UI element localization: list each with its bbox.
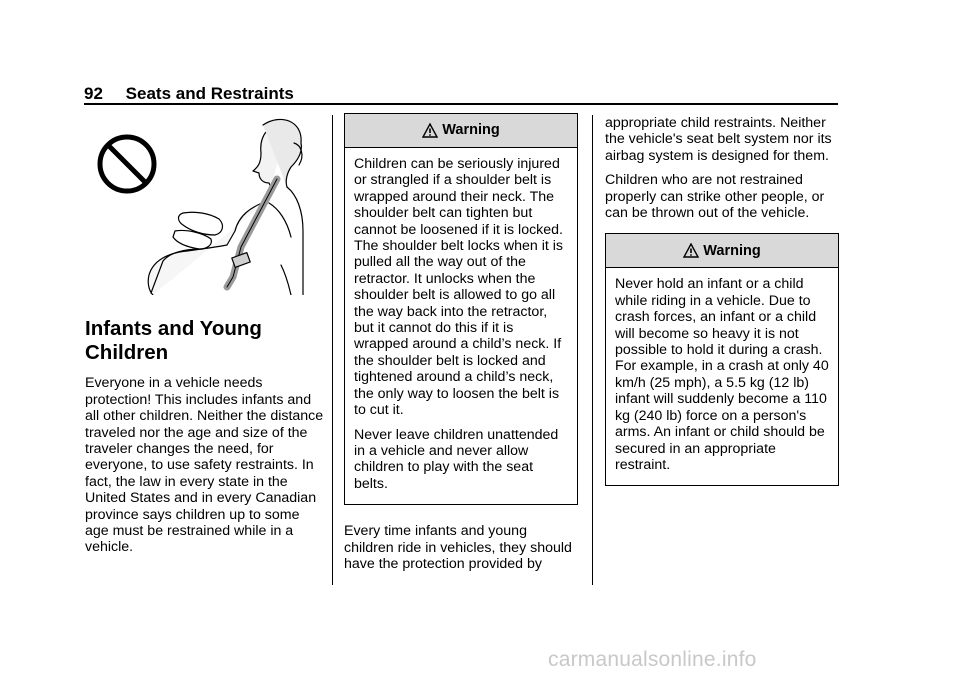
column-2 (344, 115, 580, 580)
page-number: 92 (84, 84, 103, 103)
warning-text: Never leave children unattended in a vehicle and never allow children to play with the seat belts. (354, 426, 559, 492)
child-seatbelt-illustration (91, 115, 306, 295)
warning-header (606, 234, 838, 268)
section-heading: Infants and Young Children (85, 317, 262, 365)
warning-header (345, 114, 577, 148)
column-3 (605, 115, 843, 498)
warning-label: Warning (442, 122, 500, 139)
section-title: Seats and Restraints (125, 84, 294, 103)
warning-label: Warning (703, 242, 761, 259)
column-divider-1 (332, 115, 333, 585)
warning-box (605, 233, 839, 486)
column-1 (85, 115, 325, 564)
body-paragraph: Children who are not restrained properly can strike other people, or can be thrown out of the vehicle. (605, 172, 825, 222)
warning-icon (422, 123, 438, 139)
prohibition-icon (100, 137, 154, 191)
warning-box (344, 113, 578, 505)
child-figure-icon (148, 119, 303, 295)
page-header (84, 84, 294, 104)
watermark: carmanualsonline.info (548, 648, 757, 671)
warning-text: Children can be seriously injured or strangled if a shoulder belt is wrapped around their neck. The shoulder belt can tighten but cannot be loosened if it is locked. The shoulder belt locks when it is pulled all the way out of the retractor. It unlocks when the shoulder belt is allowed to go all the way back into the retractor, but it cannot do this if it is wrapped around a child’s neck. If the shoulder belt is locked and tightened around a child’s neck, the only way to loosen the belt is to cut it. (354, 156, 564, 419)
body-paragraph: appropriate child restraints. Neither the vehicle's seat belt system nor its airbag system is designed for them. (605, 115, 832, 164)
column-divider-2 (592, 115, 593, 585)
body-paragraph: Every time infants and young children ride in vehicles, they should have the protection provided by (344, 523, 572, 572)
intro-paragraph: Everyone in a vehicle needs protection! This includes infants and all other children. Neither the distance traveled nor the age and size of the traveler changes the need, for everyone, to use safety restraints. In fact, the law in every state in the United States and in every Canadian province says children up to some age must be restrained while in a vehicle. (85, 375, 324, 556)
warning-text: Never hold an infant or a child while riding in a vehicle. Due to crash forces, an infant or a child will become so heavy it is not possible to hold it during a crash. For example, in a crash at only 40 km/h (25 mph), a 5.5 kg (12 lb) infant will suddenly become a 110 kg (240 lb) force on a person's arms. An infant or child should be secured in an appropriate restraint. (615, 276, 829, 473)
header-rule (84, 103, 838, 105)
warning-icon (683, 243, 699, 259)
